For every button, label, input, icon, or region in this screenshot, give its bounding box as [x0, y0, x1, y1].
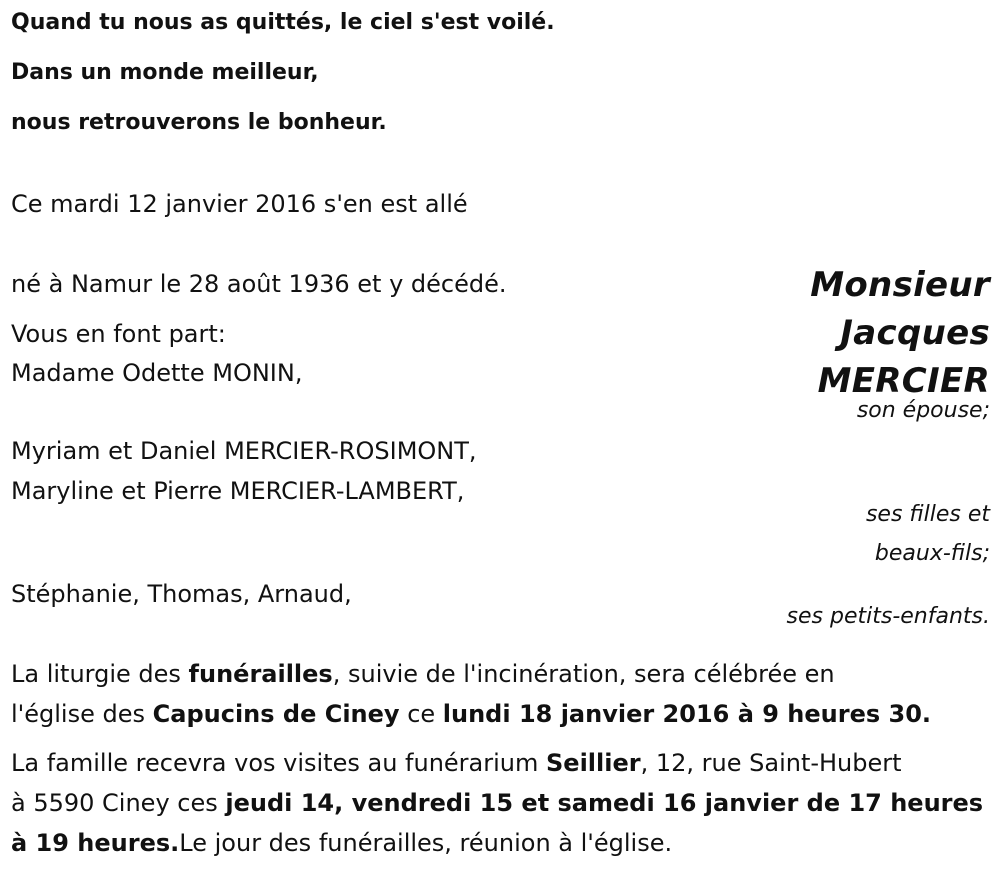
deceased-last-name: MERCIER — [817, 361, 990, 401]
funeral-word: funérailles — [188, 660, 333, 688]
birth-text: né à Namur le 28 août 1936 et y décédé. — [11, 270, 507, 298]
children-role-1: ses filles et — [865, 502, 990, 527]
child-names-2: Maryline et Pierre MERCIER-LAMBERT, — [11, 477, 465, 505]
visits-line-2 — [11, 783, 983, 823]
funeral-line-1 — [11, 654, 835, 694]
intro-text: Ce mardi 12 janvier 2016 s'en est allé — [11, 190, 468, 218]
visits-text-3: à 5590 Ciney ces — [11, 789, 226, 817]
grandchildren-names: Stéphanie, Thomas, Arnaud, — [11, 580, 352, 608]
children-role-2: beaux-fils; — [874, 541, 990, 566]
visits-text-2: , 12, rue Saint-Hubert — [640, 749, 902, 777]
announce-text: Vous en font part: — [11, 320, 226, 348]
funeral-text-1: La liturgie des — [11, 660, 189, 688]
funerarium-name: Seillier — [546, 749, 641, 777]
funeral-text-2: , suivie de l'incinération, sera célébrée en — [332, 660, 835, 688]
poem-line-3: nous retrouverons le bonheur. — [11, 110, 387, 135]
church-name: Capucins de Ciney — [152, 700, 400, 728]
visits-hours-end: à 19 heures. — [11, 829, 180, 857]
spouse-name: Madame Odette MONIN, — [11, 359, 303, 387]
spouse-role: son épouse; — [856, 398, 990, 423]
child-names-1: Myriam et Daniel MERCIER-ROSIMONT, — [11, 437, 477, 465]
poem-line-1: Quand tu nous as quittés, le ciel s'est voilé. — [11, 10, 555, 35]
deceased-first-name: Jacques — [840, 313, 990, 353]
funeral-datetime: lundi 18 janvier 2016 à 9 heures 30. — [442, 700, 932, 728]
visits-text-1: La famille recevra vos visites au funérarium — [11, 749, 546, 777]
funeral-line-2 — [11, 694, 931, 734]
grandchildren-role: ses petits-enfants. — [786, 604, 990, 629]
funeral-text-3: l'église des — [11, 700, 153, 728]
visits-days: jeudi 14, vendredi 15 et samedi 16 janvier de 17 heures — [225, 789, 984, 817]
visits-line-3 — [11, 823, 672, 863]
funeral-text-4: ce — [399, 700, 443, 728]
deceased-title: Monsieur — [810, 265, 990, 305]
visits-text-4: Le jour des funérailles, réunion à l'église. — [179, 829, 673, 857]
visits-line-1 — [11, 743, 902, 783]
poem-line-2: Dans un monde meilleur, — [11, 60, 319, 85]
